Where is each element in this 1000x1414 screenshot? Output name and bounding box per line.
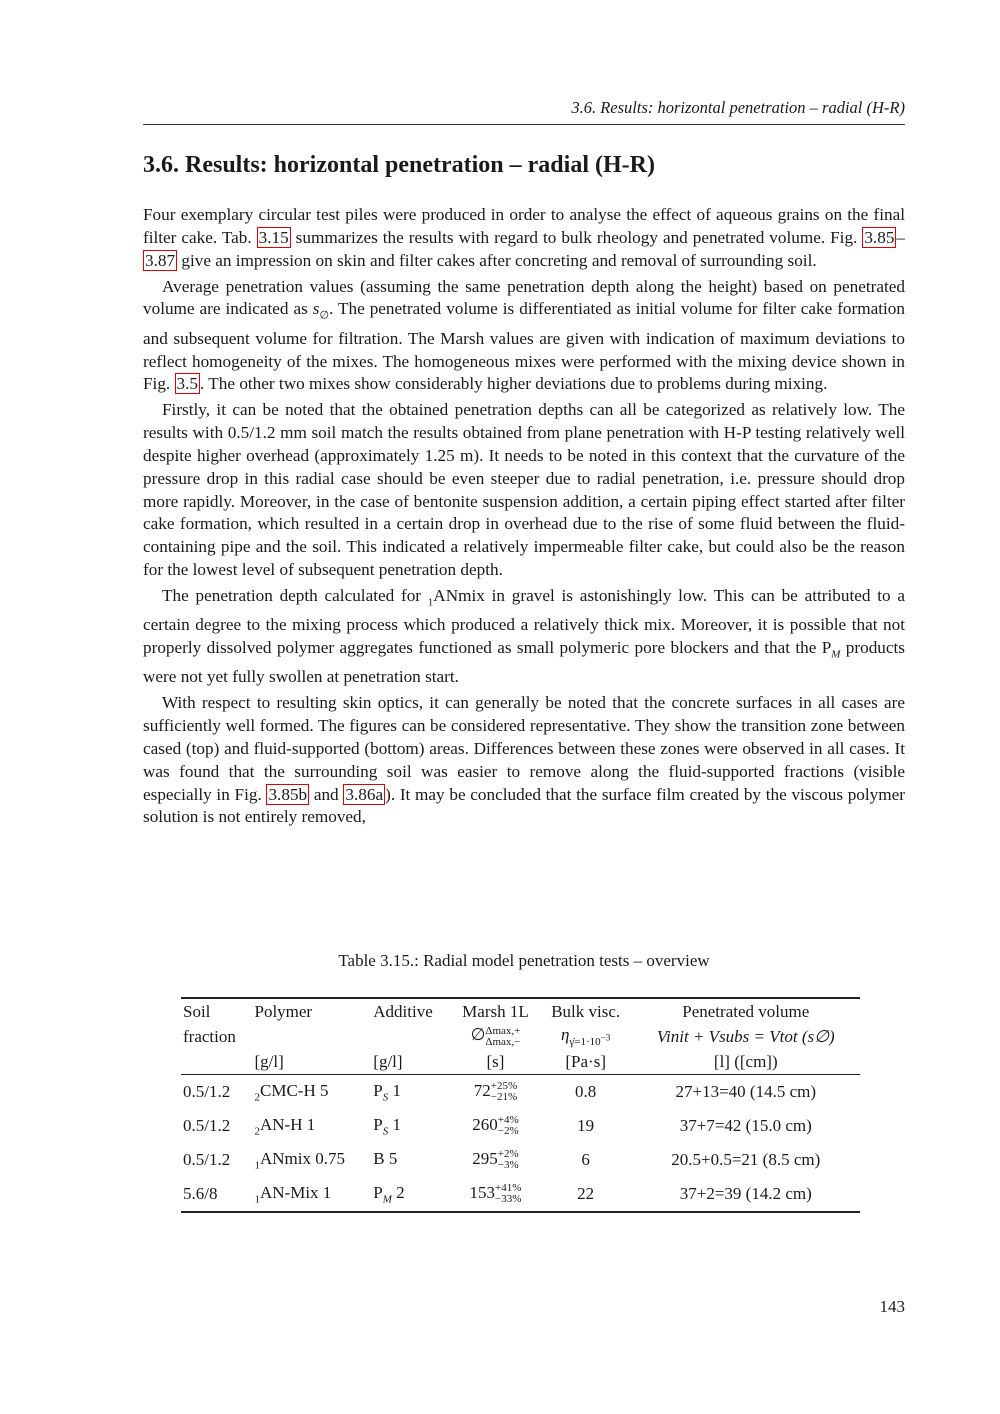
cell-polymer: $_1$ANmix 0.75 <box>254 1148 345 1172</box>
cell-soil: 0.5/1.2 <box>183 1082 231 1101</box>
figure-ref-link[interactable]: 3.86a <box>345 784 384 804</box>
cell-volume: 20.5+0.5=21 (8.5 cm) <box>671 1150 821 1169</box>
cell-soil: 5.6/8 <box>181 1177 252 1212</box>
page-number: 143 <box>879 1297 905 1316</box>
col-polymer-unit: [g/l] <box>252 1049 371 1075</box>
volume-formula: Vinit + Vsubs = Vtot (s∅) <box>656 1026 835 1046</box>
table-row <box>181 1109 860 1143</box>
cell-soil: 0.5/1.2 <box>183 1150 231 1169</box>
figure-ref-link[interactable]: 3.87 <box>145 250 176 270</box>
header-rule <box>143 124 905 125</box>
cell-polymer: $_2$AN-H 1 <box>254 1114 316 1138</box>
cell-marsh: 260 +4% −2% <box>472 1114 519 1138</box>
col-bulk-h1: Bulk visc. <box>540 998 632 1024</box>
cell-additive: $P_S$ 1 <box>373 1114 401 1138</box>
col-soil-h2: fraction <box>183 1026 236 1046</box>
cell-marsh: 72 +25% −21% <box>473 1080 518 1104</box>
col-volume-h1: Penetrated volume <box>632 998 860 1024</box>
cell-bulk: 22 <box>540 1177 632 1212</box>
paragraph-5: With respect to resulting skin optics, it can generally be noted that the concrete surfaces in all cases are sufficiently well formed. The figures can be considered representative. They show the transition zone between cased (top) and fluid-supported (bottom) areas. Differences between these zones were observed in all cases. It was found that the surrounding soil was easier to remove along the fluid-supported fractions (visible especially in Fig. 3.85b and 3.86a ). It may be concluded that the surface film created by the viscous polymer solution is not entirely removed, <box>143 693 905 827</box>
section-title: 3.6. Results: horizontal penetration – radial (H-R) <box>143 152 655 178</box>
cell-additive: $P_M$ 2 <box>371 1177 451 1212</box>
col-soil-h1: Soil <box>181 998 252 1024</box>
figure-ref-link[interactable]: 3.5 <box>176 374 199 394</box>
header-row <box>181 1024 860 1049</box>
col-bulk-unit: [Pa·s] <box>540 1049 632 1075</box>
col-polymer-h1: Polymer <box>252 998 371 1024</box>
cell-bulk: 0.8 <box>575 1082 597 1101</box>
table-row <box>181 1177 860 1212</box>
paragraph-1: Four exemplary circular test piles were produced in order to analyse the effect of aqueous grains on the final filter cake. Tab. 3.15 summarizes the results with regard to bulk rheology and penetrated volume. Fig. 3.85 –3.87 give an impression on skin and filter cakes after concreting and removal of surrounding soil. <box>143 205 905 270</box>
bulk-visc-symbol: $\eta_{\gammȧ=1\cdot 10^{-3}}$ <box>560 1025 611 1048</box>
cell-volume: 37+2=39 (14.2 cm) <box>632 1177 860 1212</box>
figure-ref-link[interactable]: 3.85b <box>268 784 308 804</box>
paragraph-2: Average penetration values (assuming the same penetration depth along the height) based on penetrated volume are indicated as $s_\emptyset$. The penetrated volume is differentiated as initial volume for filter cake formation and subsequent volume for filtration. The Marsh values are given with indication of maximum deviations to reflect homogeneity of the mixes. The homogeneous mixes were performed with the mixing device shown in Fig. 3.5 . The other two mixes show considerably higher deviations due to problems during mixing. <box>143 276 905 394</box>
units-row <box>181 1049 860 1075</box>
col-volume-unit: [l] ([cm]) <box>632 1049 860 1075</box>
cell-polymer: $_2$CMC-H 5 <box>254 1080 329 1104</box>
cell-volume: 37+7=42 (15.0 cm) <box>679 1116 812 1135</box>
running-header: 3.6. Results: horizontal penetration – radial (H-R) <box>571 98 905 117</box>
col-marsh-h1: Marsh 1L <box>451 998 540 1024</box>
cell-additive: $P_S$ 1 <box>373 1080 401 1104</box>
paragraph-3: Firstly, it can be noted that the obtained penetration depths can all be categorized as relatively low. The results with 0.5/1.2 mm soil match the results obtained from plane penetration with H-P testing relatively well despite higher overhead (approximately 1.25 m). It needs to be noted in this context that the curvature of the pressure drop in this radial case should be even steeper due to radial penetration, i.e. pressure should drop more rapidly. Moreover, in the case of bentonite suspension addition, a certain piping effect started after filter cake formation, which resulted in a certain drop in overhead due to the rise of some fluid between the fluid-containing pipe and the soil. This indicated a relatively impermeable filter cake, but could also be the reason for the lowest level of subsequent penetration depth. <box>143 400 905 580</box>
cell-polymer: $_1$AN-Mix 1 <box>252 1177 371 1212</box>
cell-additive: B 5 <box>373 1148 398 1168</box>
cell-bulk: 19 <box>577 1116 595 1135</box>
col-marsh-unit: [s] <box>451 1049 540 1075</box>
body-text <box>143 204 905 832</box>
cell-soil: 0.5/1.2 <box>183 1116 231 1135</box>
table-caption: Table 3.15.: Radial model penetration tests – overview <box>338 951 710 970</box>
figure-ref-link[interactable]: 3.85 <box>864 227 895 247</box>
table-ref-link[interactable]: 3.15 <box>258 227 289 247</box>
table-row <box>181 1075 860 1110</box>
cell-bulk: 6 <box>581 1150 590 1169</box>
header-row <box>181 998 860 1024</box>
penetration-table <box>181 997 860 1213</box>
col-additive-h1: Additive <box>371 998 451 1024</box>
cell-marsh: 295 +2% −3% <box>472 1148 519 1172</box>
cell-marsh: 153 +41% −33% <box>451 1177 540 1212</box>
marsh-deviation-symbol: ∅ Δmax,+ Δmax,− <box>470 1024 521 1048</box>
table-row <box>181 1143 860 1177</box>
col-additive-unit: [g/l] <box>371 1049 451 1075</box>
paragraph-4: The penetration depth calculated for $_1$ANmix in gravel is astonishingly low. This can be attributed to a certain degree to the mixing process which produced a relatively thick mix. Moreover, it is possible that not properly dissolved polymer aggregates functioned as small polymeric pore blockers and that the $P_M$ products were not yet fully swollen at penetration start. <box>143 585 905 687</box>
cell-volume: 27+13=40 (14.5 cm) <box>675 1082 817 1101</box>
